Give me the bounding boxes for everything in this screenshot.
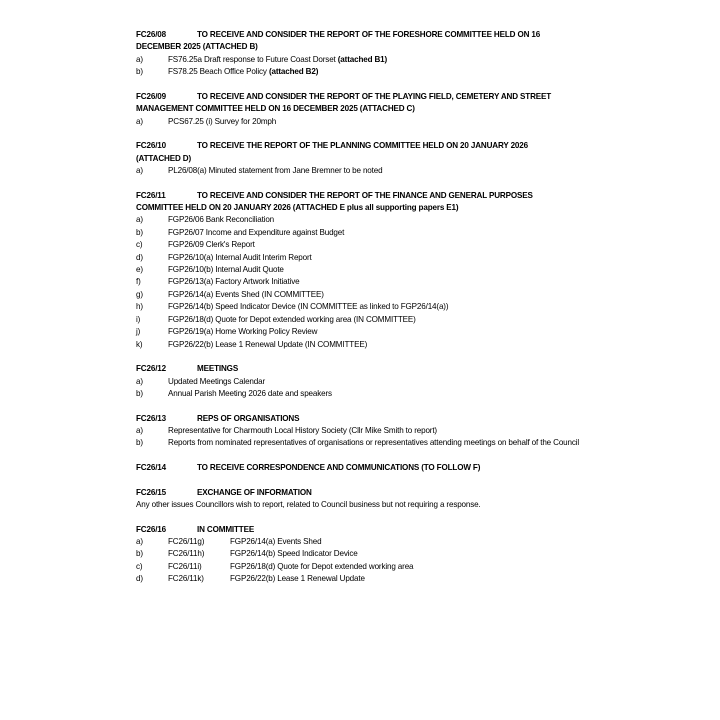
section-title-continued: DECEMBER 2025 (ATTACHED B)	[136, 42, 258, 52]
item-ref: FC26/11k)	[168, 574, 204, 584]
item-ref: FC26/11g)	[168, 536, 205, 546]
list-item	[136, 536, 586, 548]
item-text: FGP26/13(a) Factory Artwork Initiative	[168, 277, 300, 287]
section-heading	[136, 487, 586, 499]
item-text: PL26/08(a) Minuted statement from Jane Bremner to be noted	[168, 166, 383, 176]
item-text: FGP26/18(d) Quote for Depot extended working area	[230, 561, 414, 571]
agenda-section-fc26-08	[136, 29, 586, 79]
section-title: TO RECEIVE AND CONSIDER THE REPORT OF THE FORESHORE COMMITTEE HELD ON 16	[197, 30, 541, 39]
item-label: b)	[136, 67, 143, 77]
section-title: IN COMMITTEE	[197, 524, 255, 534]
item-label: b)	[136, 388, 143, 398]
section-title: EXCHANGE OF INFORMATION	[197, 487, 312, 497]
list-item	[136, 548, 586, 560]
list-item	[136, 561, 586, 573]
item-ref: FC26/11h)	[168, 549, 205, 559]
section-number: FC26/13	[136, 413, 166, 423]
list-item	[136, 339, 586, 351]
item-label: f)	[136, 277, 141, 287]
list-item	[136, 376, 586, 388]
agenda-section-fc26-15	[136, 487, 586, 512]
item-text: Representative for Charmouth Local History Society (Cllr Mike Smith to report)	[168, 425, 437, 435]
agenda-section-fc26-09	[136, 91, 586, 128]
item-label: g)	[136, 289, 143, 299]
agenda-section-fc26-16	[136, 524, 586, 586]
item-label: a)	[136, 376, 143, 386]
item-text: Updated Meetings Calendar	[168, 376, 266, 386]
section-number: FC26/15	[136, 487, 166, 497]
list-item	[136, 214, 586, 226]
list-item	[136, 388, 586, 400]
section-title: TO RECEIVE AND CONSIDER THE REPORT OF THE FINANCE AND GENERAL PURPOSES	[197, 190, 533, 200]
list-item	[136, 116, 586, 128]
agenda-section-fc26-13	[136, 413, 586, 450]
list-item	[136, 54, 586, 66]
item-label: a)	[136, 536, 143, 546]
list-item	[136, 165, 586, 177]
item-text: FGP26/14(a) Events Shed	[230, 536, 322, 546]
section-heading	[136, 190, 586, 202]
list-item	[136, 301, 586, 313]
item-label: a)	[136, 215, 143, 225]
list-item	[136, 326, 586, 338]
section-number: FC26/16	[136, 524, 166, 534]
item-label: j)	[136, 327, 141, 337]
list-item	[136, 573, 586, 585]
item-text: FGP26/19(a) Home Working Policy Review	[168, 327, 318, 337]
item-text: FGP26/22(b) Lease 1 Renewal Update	[230, 574, 365, 584]
item-text: FGP26/06 Bank Reconciliation	[168, 215, 275, 225]
section-title: TO RECEIVE AND CONSIDER THE REPORT OF THE PLAYING FIELD, CEMETERY AND STREET	[197, 91, 552, 101]
section-number: FC26/10	[136, 141, 166, 151]
item-text: FGP26/22(b) Lease 1 Renewal Update (IN COMMITTEE)	[168, 339, 368, 349]
section-title-continued: MANAGEMENT COMMITTEE HELD ON 16 DECEMBER 2025 (ATTACHED C)	[136, 104, 415, 114]
item-label: c)	[136, 561, 143, 571]
attachment-ref: (attached B2)	[268, 67, 319, 77]
list-item	[136, 239, 586, 251]
section-body: Any other issues Councillors wish to report, related to Council business but not requiring a response.	[136, 499, 481, 509]
item-label: a)	[136, 166, 143, 176]
section-number: FC26/14	[136, 462, 166, 472]
list-item	[136, 314, 586, 326]
agenda-section-fc26-14	[136, 462, 586, 474]
agenda-section-fc26-12	[136, 363, 586, 400]
agenda-section-fc26-11	[136, 190, 586, 351]
section-number: FC26/09	[136, 91, 166, 101]
item-text: FGP26/09 Clerk's Report	[168, 240, 255, 250]
list-item	[136, 276, 586, 288]
item-text: FGP26/14(b) Speed Indicator Device	[230, 549, 358, 559]
section-title: TO RECEIVE THE REPORT OF THE PLANNING COMMITTEE HELD ON 20 JANUARY 2026	[197, 141, 528, 151]
section-heading	[136, 413, 586, 425]
item-text: Reports from nominated representatives of organisations or representatives attending meetings on behalf of the Council	[168, 438, 580, 448]
section-title: TO RECEIVE CORRESPONDENCE AND COMMUNICATIONS (TO FOLLOW F)	[197, 462, 481, 472]
item-text: Annual Parish Meeting 2026 date and speakers	[168, 388, 332, 398]
section-heading	[136, 29, 586, 41]
item-label: b)	[136, 549, 143, 559]
item-text: FS78.25 Beach Office Policy	[168, 67, 269, 77]
agenda-content	[136, 29, 586, 598]
item-text: FGP26/10(b) Internal Audit Quote	[168, 265, 284, 275]
section-title: REPS OF ORGANISATIONS	[197, 413, 300, 423]
agenda-section-fc26-10	[136, 140, 586, 177]
item-label: a)	[136, 425, 143, 435]
item-label: c)	[136, 240, 143, 250]
section-number: FC26/08	[136, 30, 166, 39]
section-heading	[136, 91, 586, 103]
item-label: k)	[136, 339, 143, 349]
list-item-paragraph	[136, 437, 586, 449]
item-text: FS76.25a Draft response to Future Coast Dorset	[168, 54, 338, 64]
section-title-continued: COMMITTEE HELD ON 20 JANUARY 2026 (ATTACHED E plus all supporting papers E1)	[136, 203, 459, 213]
item-label: b)	[136, 438, 143, 448]
section-title-continued: (ATTACHED D)	[136, 153, 191, 163]
list-item	[136, 264, 586, 276]
item-label: a)	[136, 54, 143, 64]
item-label: b)	[136, 227, 143, 237]
item-label: h)	[136, 302, 143, 312]
section-title: MEETINGS	[197, 364, 239, 374]
item-text: PCS67.25 (i) Survey for 20mph	[168, 116, 277, 126]
item-text: FGP26/10(a) Internal Audit Interim Report	[168, 252, 312, 262]
item-text: FGP26/18(d) Quote for Depot extended working area (IN COMMITTEE)	[168, 314, 416, 324]
attachment-ref: (attached B1)	[337, 54, 388, 64]
item-label: i)	[136, 314, 141, 324]
item-text: FGP26/14(a) Events Shed (IN COMMITTEE)	[168, 289, 324, 299]
section-heading	[136, 140, 586, 152]
item-text: FGP26/14(b) Speed Indicator Device (IN COMMITTEE as linked to FGP26/14(a))	[168, 302, 449, 312]
section-heading	[136, 524, 586, 536]
item-label: e)	[136, 265, 143, 275]
list-item	[136, 66, 586, 78]
section-heading	[136, 462, 586, 474]
list-item	[136, 252, 586, 264]
list-item	[136, 289, 586, 301]
section-number: FC26/12	[136, 364, 166, 374]
item-label: d)	[136, 252, 143, 262]
item-ref: FC26/11i)	[168, 561, 202, 571]
item-text: FGP26/07 Income and Expenditure against Budget	[168, 227, 345, 237]
list-item	[136, 425, 586, 437]
item-label: a)	[136, 116, 143, 126]
section-number: FC26/11	[136, 190, 166, 200]
list-item	[136, 227, 586, 239]
item-label: d)	[136, 574, 143, 584]
section-heading	[136, 363, 586, 375]
